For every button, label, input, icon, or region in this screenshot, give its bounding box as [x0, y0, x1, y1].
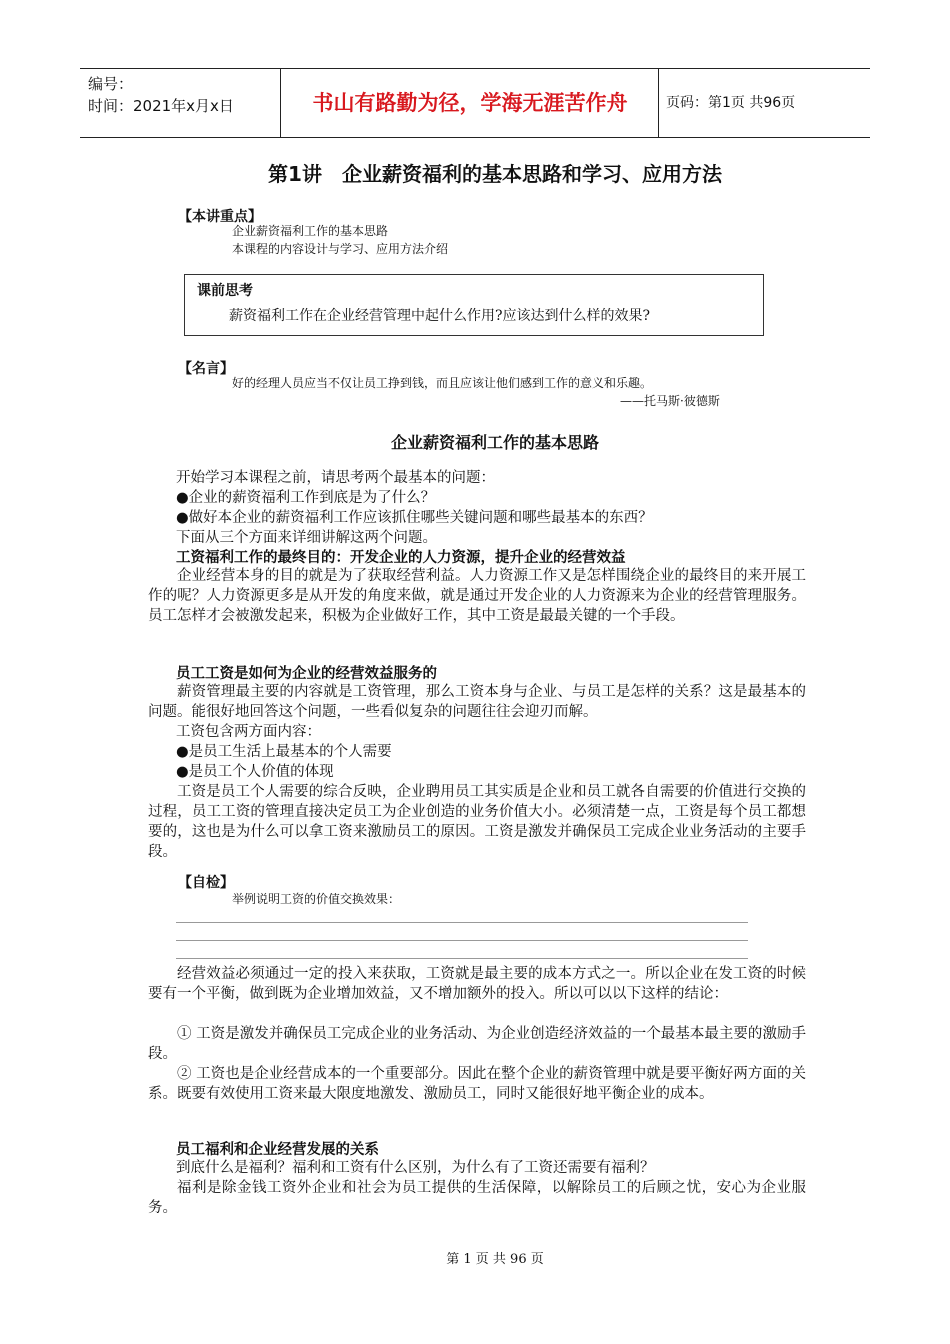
- answer-line: [176, 922, 748, 923]
- subsection-title: 工资福利工作的最终目的：开发企业的人力资源，提升企业的经营效益: [176, 550, 626, 566]
- document-header: [80, 68, 870, 138]
- page-footer: 第 1 页 共 96 页: [446, 1252, 544, 1267]
- answer-line: [176, 958, 748, 959]
- pre-think-box: [184, 274, 764, 336]
- number-label: 编号：: [88, 75, 134, 93]
- pre-think-question: 薪资福利工作在企业经营管理中起什么作用?应该达到什么样的效果?: [229, 308, 651, 324]
- key-point-item: 企业薪资福利工作的基本思路: [232, 224, 389, 238]
- quote-author: ——托马斯·彼德斯: [620, 394, 720, 408]
- header-divider: [658, 69, 659, 137]
- self-check-prompt: 举例说明工资的价值交换效果：: [232, 892, 401, 906]
- header-meta: [88, 73, 234, 117]
- conclusion-item: ② 工资也是企业经营成本的一个重要部分。因此在整个企业的薪资管理中就是要平衡好两方面的关系。既要有效使用工资来最大限度地激发、激励员工，同时又能很好地平衡企业的成本。: [148, 1066, 806, 1102]
- time-label: 时间：2021年x月x日: [88, 97, 234, 115]
- bullet-item: ●是员工个人价值的体现: [176, 764, 334, 780]
- answer-line: [176, 940, 748, 941]
- paragraph: 经营效益必须通过一定的投入来获取，工资就是最主要的成本方式之一。所以企业在发工资的时候要有一个平衡，做到既为企业增加效益，又不增加额外的投入。所以可以以下这样的结论：: [148, 966, 806, 1002]
- paragraph-line: 到底什么是福利？福利和工资有什么区别，为什么有了工资还需要有福利？: [176, 1160, 655, 1176]
- paragraph-line: 工资包含两方面内容：: [176, 724, 321, 740]
- bullet-item: ●是员工生活上最基本的个人需要: [176, 744, 392, 760]
- section-title: 企业薪资福利工作的基本思路: [390, 433, 599, 452]
- key-point-item: 本课程的内容设计与学习、应用方法介绍: [232, 242, 449, 256]
- header-page-info: 页码：第1页 共96页: [666, 95, 796, 111]
- paragraph: 薪资管理最主要的内容就是工资管理，那么工资本身与企业、与员工是怎样的关系？这是最基本的问题。能很好地回答这个问题，一些看似复杂的问题往往会迎刃而解。: [148, 684, 806, 720]
- subsection-title: 员工工资是如何为企业的经营效益服务的: [176, 666, 437, 682]
- intro-line: 下面从三个方面来详细讲解这两个问题。: [176, 530, 437, 546]
- paragraph: 企业经营本身的目的就是为了获取经营利益。人力资源工作又是怎样围绕企业的最终目的来开展工作的呢？人力资源更多是从开发的角度来做，就是通过开发企业的人力资源来为企业的经营管理服务。员工怎样才会被激发起来，积极为企业做好工作，其中工资是最最关键的一个手段。: [148, 568, 806, 624]
- self-check-label: 【自检】: [178, 875, 234, 891]
- header-motto: 书山有路勤为径，学海无涯苦作舟: [312, 91, 628, 115]
- quote-label: 【名言】: [178, 361, 234, 377]
- key-points-label: 【本讲重点】: [178, 209, 262, 225]
- subsection-title: 员工福利和企业经营发展的关系: [176, 1142, 379, 1158]
- lecture-title: 第1讲 企业薪资福利的基本思路和学习、应用方法: [268, 162, 722, 186]
- paragraph: 工资是员工个人需要的综合反映，企业聘用员工其实质是企业和员工就各自需要的价值进行交换的过程，员工工资的管理直接决定员工为企业创造的业务价值大小。必须清楚一点，工资是每个员工都想要的，这也是为什么可以拿工资来激励员工的原因。工资是激发并确保员工完成企业业务活动的主要手段。: [148, 784, 806, 860]
- pre-think-title: 课前思考: [197, 283, 253, 299]
- conclusion-item: ① 工资是激发并确保员工完成企业的业务活动、为企业创造经济效益的一个最基本最主要的激励手段。: [148, 1026, 806, 1062]
- intro-bullet: ●企业的薪资福利工作到底是为了什么？: [176, 490, 436, 506]
- quote-text: 好的经理人员应当不仅让员工挣到钱，而且应该让他们感到工作的意义和乐趣。: [232, 376, 653, 390]
- intro-line: 开始学习本课程之前，请思考两个最基本的问题：: [176, 470, 495, 486]
- paragraph: 福利是除金钱工资外企业和社会为员工提供的生活保障，以解除员工的后顾之忧，安心为企业服务。: [148, 1180, 806, 1216]
- intro-bullet: ●做好本企业的薪资福利工作应该抓住哪些关键问题和哪些最基本的东西？: [176, 510, 653, 526]
